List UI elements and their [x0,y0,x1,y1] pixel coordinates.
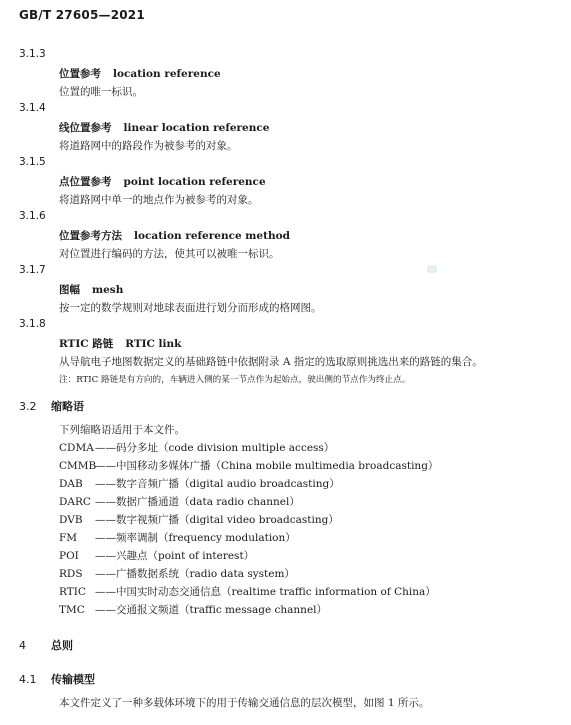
term-heading [59,282,123,297]
term-cn: 图幅 [59,284,80,296]
abbreviation-key: DVB [59,514,83,526]
term-cn: 线位置参考 [59,122,112,134]
clause-number: 3.1.4 [19,102,46,114]
clause-number: 3.1.6 [19,210,46,222]
abbreviation-item [59,494,300,509]
term-definition: 将道路网中的路段作为被参考的对象。 [59,140,238,152]
term-definition: 将道路网中单一的地点作为被参考的对象。 [59,194,259,206]
term-cn: 位置参考方法 [59,230,122,242]
section-heading [19,671,95,687]
abbreviation-key: POI [59,550,79,562]
abbreviation-item [59,584,436,599]
abbreviation-text: ——广播数据系统（radio data system） [95,568,295,580]
term-cn: 点位置参考 [59,176,112,188]
abbreviation-text: ——数据广播通道（data radio channel） [95,496,300,508]
abbreviation-item [59,548,254,563]
term-en: mesh [92,284,124,296]
abbreviation-key: RDS [59,568,83,580]
section-number: 4.1 [19,673,37,686]
abbreviations-intro: 下列缩略语适用于本文件。 [59,424,185,436]
abbreviation-item [59,512,339,527]
section-body: 本文件定义了一种多载体环境下的用于传输交通信息的层次模型，如图 1 所示。 [59,697,430,709]
abbreviation-text: ——中国移动多媒体广播（China mobile multimedia broadcasting） [95,460,439,472]
term-heading [59,336,181,351]
term-cn: RTIC 路链 [59,338,114,350]
term-en: linear location reference [123,122,270,134]
abbreviation-item [59,602,327,617]
term-definition: 对位置进行编码的方法，使其可以被唯一标识。 [59,248,280,260]
abbreviation-text: ——中国实时动态交通信息（realtime traffic information of China） [95,586,436,598]
abbreviation-item [59,476,340,491]
section-number: 3.2 [19,400,37,413]
abbreviation-key: RTIC [59,586,86,598]
abbreviation-text: ——数字视频广播（digital video broadcasting） [95,514,339,526]
term-en: RTIC link [125,338,182,350]
abbreviation-item [59,458,438,473]
abbreviation-text: ——交通报文频道（traffic message channel） [95,604,328,616]
abbreviation-key: FM [59,532,78,544]
term-definition: 按一定的数学规则对地球表面进行划分而形成的格网图。 [59,302,322,314]
abbreviation-item [59,440,334,455]
chapter-title: 总则 [51,639,73,652]
term-definition: 位置的唯一标识。 [59,86,143,98]
clause-number: 3.1.3 [19,48,46,60]
abbreviation-key: DARC [59,496,91,508]
chapter-number: 4 [19,639,26,652]
abbreviation-text: ——兴趣点（point of interest） [95,550,255,562]
scan-mark [427,265,437,273]
standard-id: GB/T 27605—2021 [19,8,145,22]
term-definition: 从导航电子地图数据定义的基础路链中依据附录 A 指定的选取原则挑选出来的路链的集合。 [59,356,483,368]
term-en: location reference method [134,230,290,242]
abbreviation-key: CDMA [59,442,94,454]
abbreviation-text: ——数字音频广播（digital audio broadcasting） [95,478,340,490]
clause-number: 3.1.7 [19,264,46,276]
term-note: 注：RTIC 路链是有方向的，车辆进入侧的某一节点作为起始点，驶出侧的节点作为终止点。 [59,375,411,385]
abbreviation-item [59,566,295,581]
abbreviation-key: DAB [59,478,83,490]
clause-number: 3.1.5 [19,156,46,168]
abbreviation-text: ——频率调制（frequency modulation） [95,532,296,544]
section-title: 传输模型 [51,673,95,686]
section-title: 缩略语 [51,400,84,413]
term-heading [59,174,266,189]
term-heading [59,120,269,135]
section-heading [19,398,84,414]
term-en: point location reference [123,176,266,188]
term-heading [59,228,290,243]
abbreviation-key: TMC [59,604,85,616]
abbreviation-text: ——码分多址（code division multiple access） [95,442,335,454]
term-en: location reference [113,68,221,80]
abbreviation-key: CMMB [59,460,97,472]
chapter-heading [19,637,73,653]
term-cn: 位置参考 [59,68,101,80]
term-heading [59,66,221,81]
abbreviation-item [59,530,296,545]
clause-number: 3.1.8 [19,318,46,330]
